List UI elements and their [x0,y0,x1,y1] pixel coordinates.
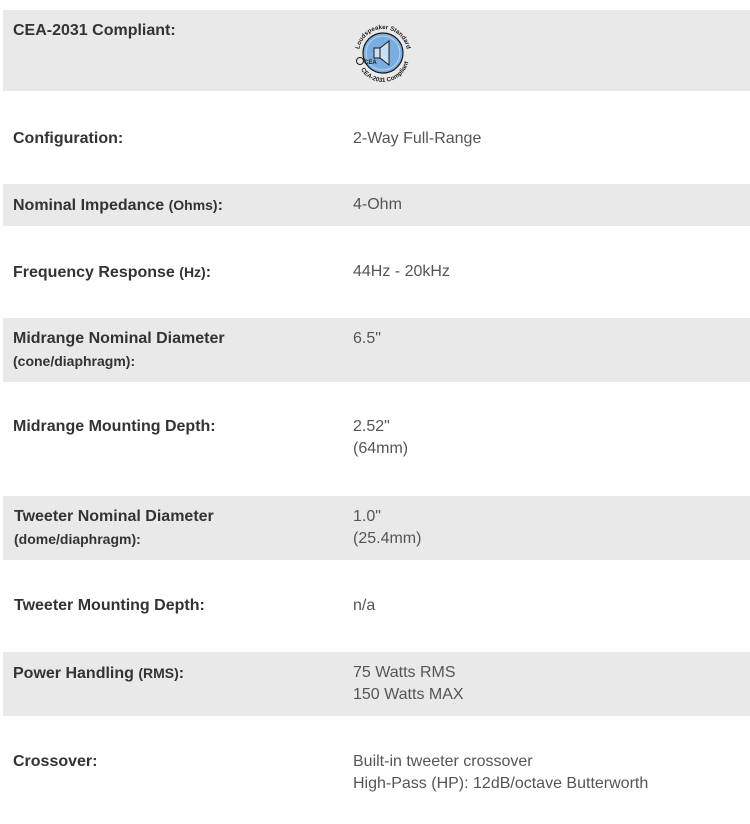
spec-value: 6.5" [353,330,381,347]
spec-value: Built-in tweeter crossover High-Pass (HP): 12dB/octave Butterworth [353,753,649,792]
spec-value: 1.0" (25.4mm) [353,508,422,547]
spec-row-power-handling [3,652,750,716]
svg-text:CEA: CEA [364,60,377,66]
spec-value: 2-Way Full-Range [353,130,482,147]
cea-2031-compliant-logo-icon [350,20,416,86]
spec-label: CEA-2031 Compliant: [13,22,176,39]
spec-value: 4-Ohm [353,196,402,213]
spec-label: Configuration: [13,130,124,147]
spec-value: 2.52" (64mm) [353,418,409,457]
spec-row-midrange-nominal-diameter [3,318,750,382]
spec-label: Nominal Impedance (Ohms): [13,197,223,214]
spec-value: 75 Watts RMS 150 Watts MAX [353,664,464,703]
spec-label: Tweeter Nominal Diameter (dome/diaphragm): [14,508,214,547]
spec-row-crossover [3,716,750,824]
spec-row-tweeter-mounting-depth [3,560,750,652]
svg-text:CEA-2031 Compliant: CEA-2031 Compliant [359,60,411,85]
spec-row-tweeter-nominal-diameter [3,496,750,560]
spec-value: n/a [353,597,376,614]
spec-label: Midrange Mounting Depth: [13,418,216,435]
spec-value: 44Hz - 20kHz [353,263,450,280]
spec-label: Frequency Response (Hz): [13,264,212,281]
spec-label: Crossover: [13,753,98,770]
spec-label: Tweeter Mounting Depth: [14,597,205,614]
spec-row-configuration [3,91,750,184]
svg-text:Loudspeaker Standard: Loudspeaker Standard [354,23,412,50]
spec-row-midrange-mounting-depth [3,382,750,496]
spec-row-frequency-response [3,226,750,318]
spec-label: Midrange Nominal Diameter (cone/diaphragm): [13,330,225,369]
spec-label: Power Handling (RMS): [13,665,185,682]
spec-row-cea [3,10,750,91]
spec-row-nominal-impedance [3,184,750,226]
